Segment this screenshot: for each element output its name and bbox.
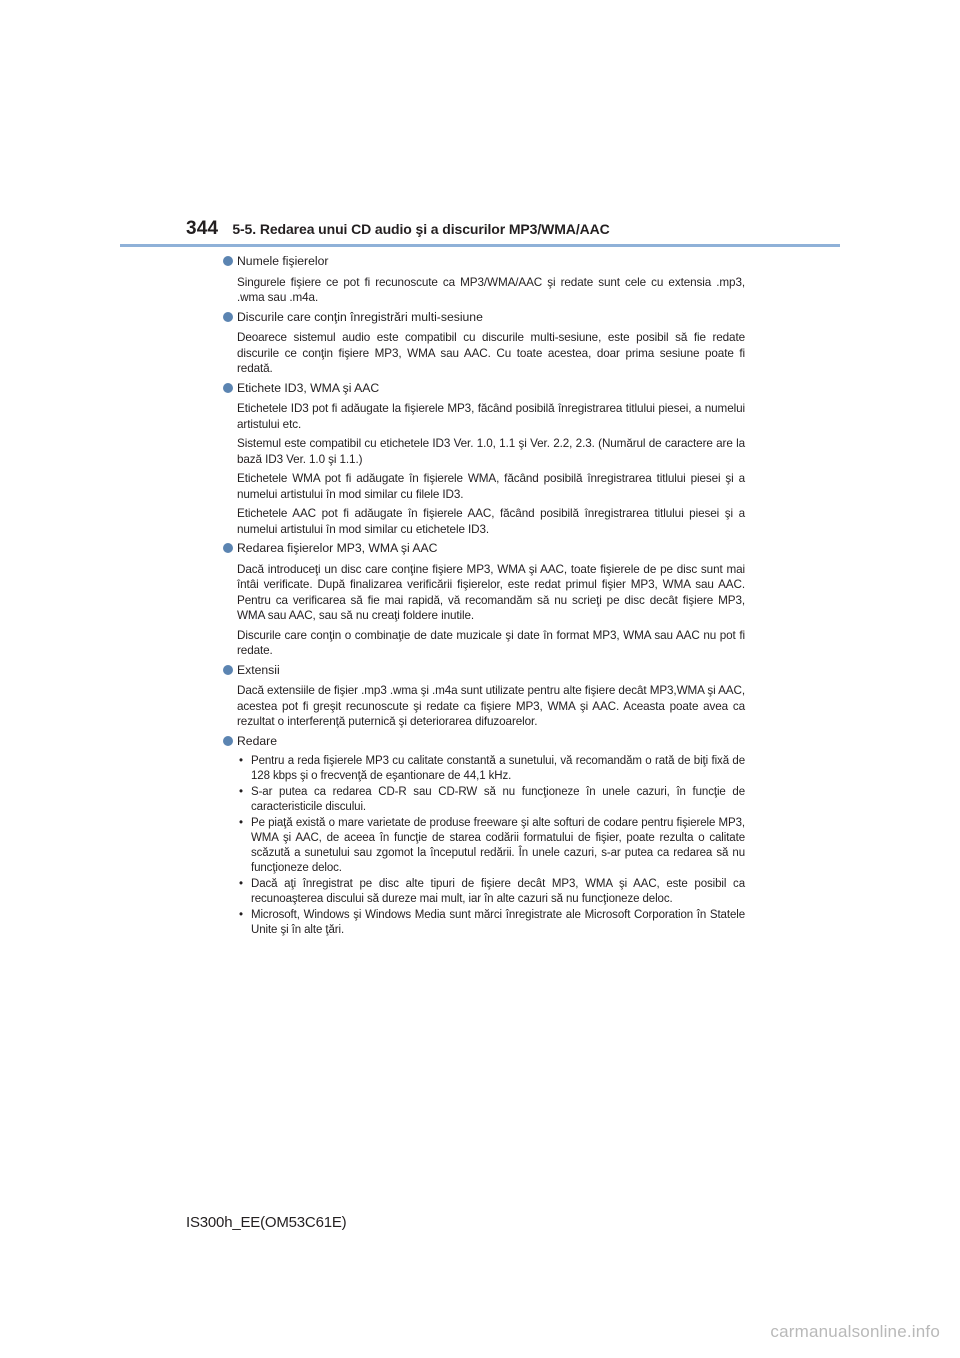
item-heading-text: Redare xyxy=(237,733,277,748)
circle-bullet-icon xyxy=(223,312,233,322)
page-number: 344 xyxy=(186,218,219,239)
item-paragraph: Deoarece sistemul audio este compatibil cu discurile multi-sesiune, este posibil să fie redate discurile ce conţin fişiere MP3, WMA sau AAC. Cu toate acestea, doar prima sesiune poate fi redată. xyxy=(237,331,745,375)
item-heading xyxy=(221,381,745,397)
section-item xyxy=(221,381,745,538)
item-heading-text: Discurile care conţin înregistrări multi-sesiune xyxy=(237,309,483,324)
item-heading xyxy=(221,310,745,326)
list-item-text: Pentru a reda fişierele MP3 cu calitate constantă a sunetului, vă recomandăm o rată de biţi fixă de 128 kbps şi o frecvenţă de eşantionare de 44,1 kHz. xyxy=(251,755,745,782)
item-paragraph: Sistemul este compatibil cu etichetele ID3 Ver. 1.0, 1.1 şi Ver. 2.2, 2.3. (Numărul de caractere are la bază ID3 Ver. 1.0 şi 1.1.) xyxy=(237,437,745,466)
list-item-text: Pe piaţă există o mare varietate de produse freeware şi alte softuri de codare pentru fişierele MP3, WMA şi AAC, de aceea în funcţie de starea codării formatului de fişier, poate rezulta o calitate scăzută a sunetului sau zgomot la începutul redării. În unele cazuri, s-ar putea ca redarea să nu funcţioneze deloc. xyxy=(251,817,745,874)
item-paragraph: Dacă introduceţi un disc care conţine fişiere MP3, WMA şi AAC, toate fişierele de pe disc sunt mai întâi verificate. După finalizarea verificării fişierelor, este redat primul fişier MP3, WMA sau AAC. Pentru ca verificarea să fie mai rapidă, vă recomandăm să nu scrieţi pe disc decât fişiere MP3, WMA sau AAC, sau să nu creaţi foldere inutile. xyxy=(237,562,745,622)
section-item xyxy=(221,254,745,306)
section-item xyxy=(221,734,745,939)
item-heading-text: Redarea fişierelor MP3, WMA şi AAC xyxy=(237,541,438,555)
page-header xyxy=(186,218,610,240)
item-heading xyxy=(221,541,745,557)
section-title: 5-5. Redarea unui CD audio şi a discurilor MP3/WMA/AAC xyxy=(232,221,610,237)
item-heading xyxy=(221,663,745,679)
item-heading-text: Numele fişierelor xyxy=(237,254,329,268)
list-item xyxy=(237,816,745,876)
list-item xyxy=(237,754,745,784)
item-paragraph: Etichetele WMA pot fi adăugate în fişierele WMA, făcând posibilă înregistrarea titlului piesei şi a numelui artistului în mod similar cu filele ID3. xyxy=(237,472,745,501)
list-item-text: Dacă aţi înregistrat pe disc alte tipuri de fişiere decât MP3, WMA şi AAC, este posibil ca recunoaşterea discului să dureze mai mult, iar în alte cazuri să nu funcţioneze deloc. xyxy=(251,878,745,905)
circle-bullet-icon xyxy=(223,383,233,393)
list-item-text: Microsoft, Windows şi Windows Media sunt mărci înregistrate ale Microsoft Corporation în Statele Unite şi în alte ţări. xyxy=(251,909,745,936)
section-item xyxy=(221,310,745,377)
circle-bullet-icon xyxy=(223,543,233,553)
dot-bullet-icon: • xyxy=(239,878,243,890)
section-item xyxy=(221,663,745,730)
item-paragraph: Dacă extensiile de fişier .mp3 .wma şi .m4a sunt utilizate pentru alte fişiere decât MP3,WMA şi AAC, acestea pot fi greşit recunoscute şi redate ca fişiere MP3, WMA şi AAC. Aceasta poate avea ca rezultat o interferenţă puternică şi deteriorarea difuzoarelor. xyxy=(237,684,745,728)
item-heading xyxy=(221,734,745,750)
item-paragraph: Etichetele ID3 pot fi adăugate la fişierele MP3, făcând posibilă înregistrarea titlului piesei, a numelui artistului etc. xyxy=(237,402,745,431)
sub-list xyxy=(237,754,745,938)
dot-bullet-icon: • xyxy=(239,755,243,767)
dot-bullet-icon: • xyxy=(239,817,243,829)
item-paragraph: Singurele fişiere ce pot fi recunoscute ca MP3/WMA/AAC şi redate sunt cele cu extensia .mp3, .wma sau .m4a. xyxy=(237,275,745,304)
item-heading xyxy=(221,254,745,270)
item-paragraph: Discurile care conţin o combinaţie de date muzicale şi date în format MP3, WMA sau AAC nu pot fi redate. xyxy=(237,628,745,657)
item-heading-text: Extensii xyxy=(237,662,280,677)
document-body xyxy=(221,254,745,942)
list-item xyxy=(237,877,745,907)
header-divider xyxy=(120,244,840,247)
circle-bullet-icon xyxy=(223,665,233,675)
item-paragraph: Etichetele AAC pot fi adăugate în fişierele AAC, făcând posibilă înregistrarea titlului piesei şi a numelui artistului în mod similar cu etichetele ID3. xyxy=(237,507,745,536)
list-item xyxy=(237,785,745,815)
watermark: carmanualsonline.info xyxy=(770,1322,940,1341)
circle-bullet-icon xyxy=(223,736,233,746)
list-item xyxy=(237,908,745,938)
section-item xyxy=(221,541,745,659)
model-code-footer: IS300h_EE(OM53C61E) xyxy=(186,1214,347,1231)
dot-bullet-icon: • xyxy=(239,909,243,921)
circle-bullet-icon xyxy=(223,256,233,266)
dot-bullet-icon: • xyxy=(239,786,243,798)
item-heading-text: Etichete ID3, WMA şi AAC xyxy=(237,380,380,395)
list-item-text: S-ar putea ca redarea CD-R sau CD-RW să nu funcţioneze în unele cazuri, în funcţie de caracteristicile discului. xyxy=(251,786,745,813)
